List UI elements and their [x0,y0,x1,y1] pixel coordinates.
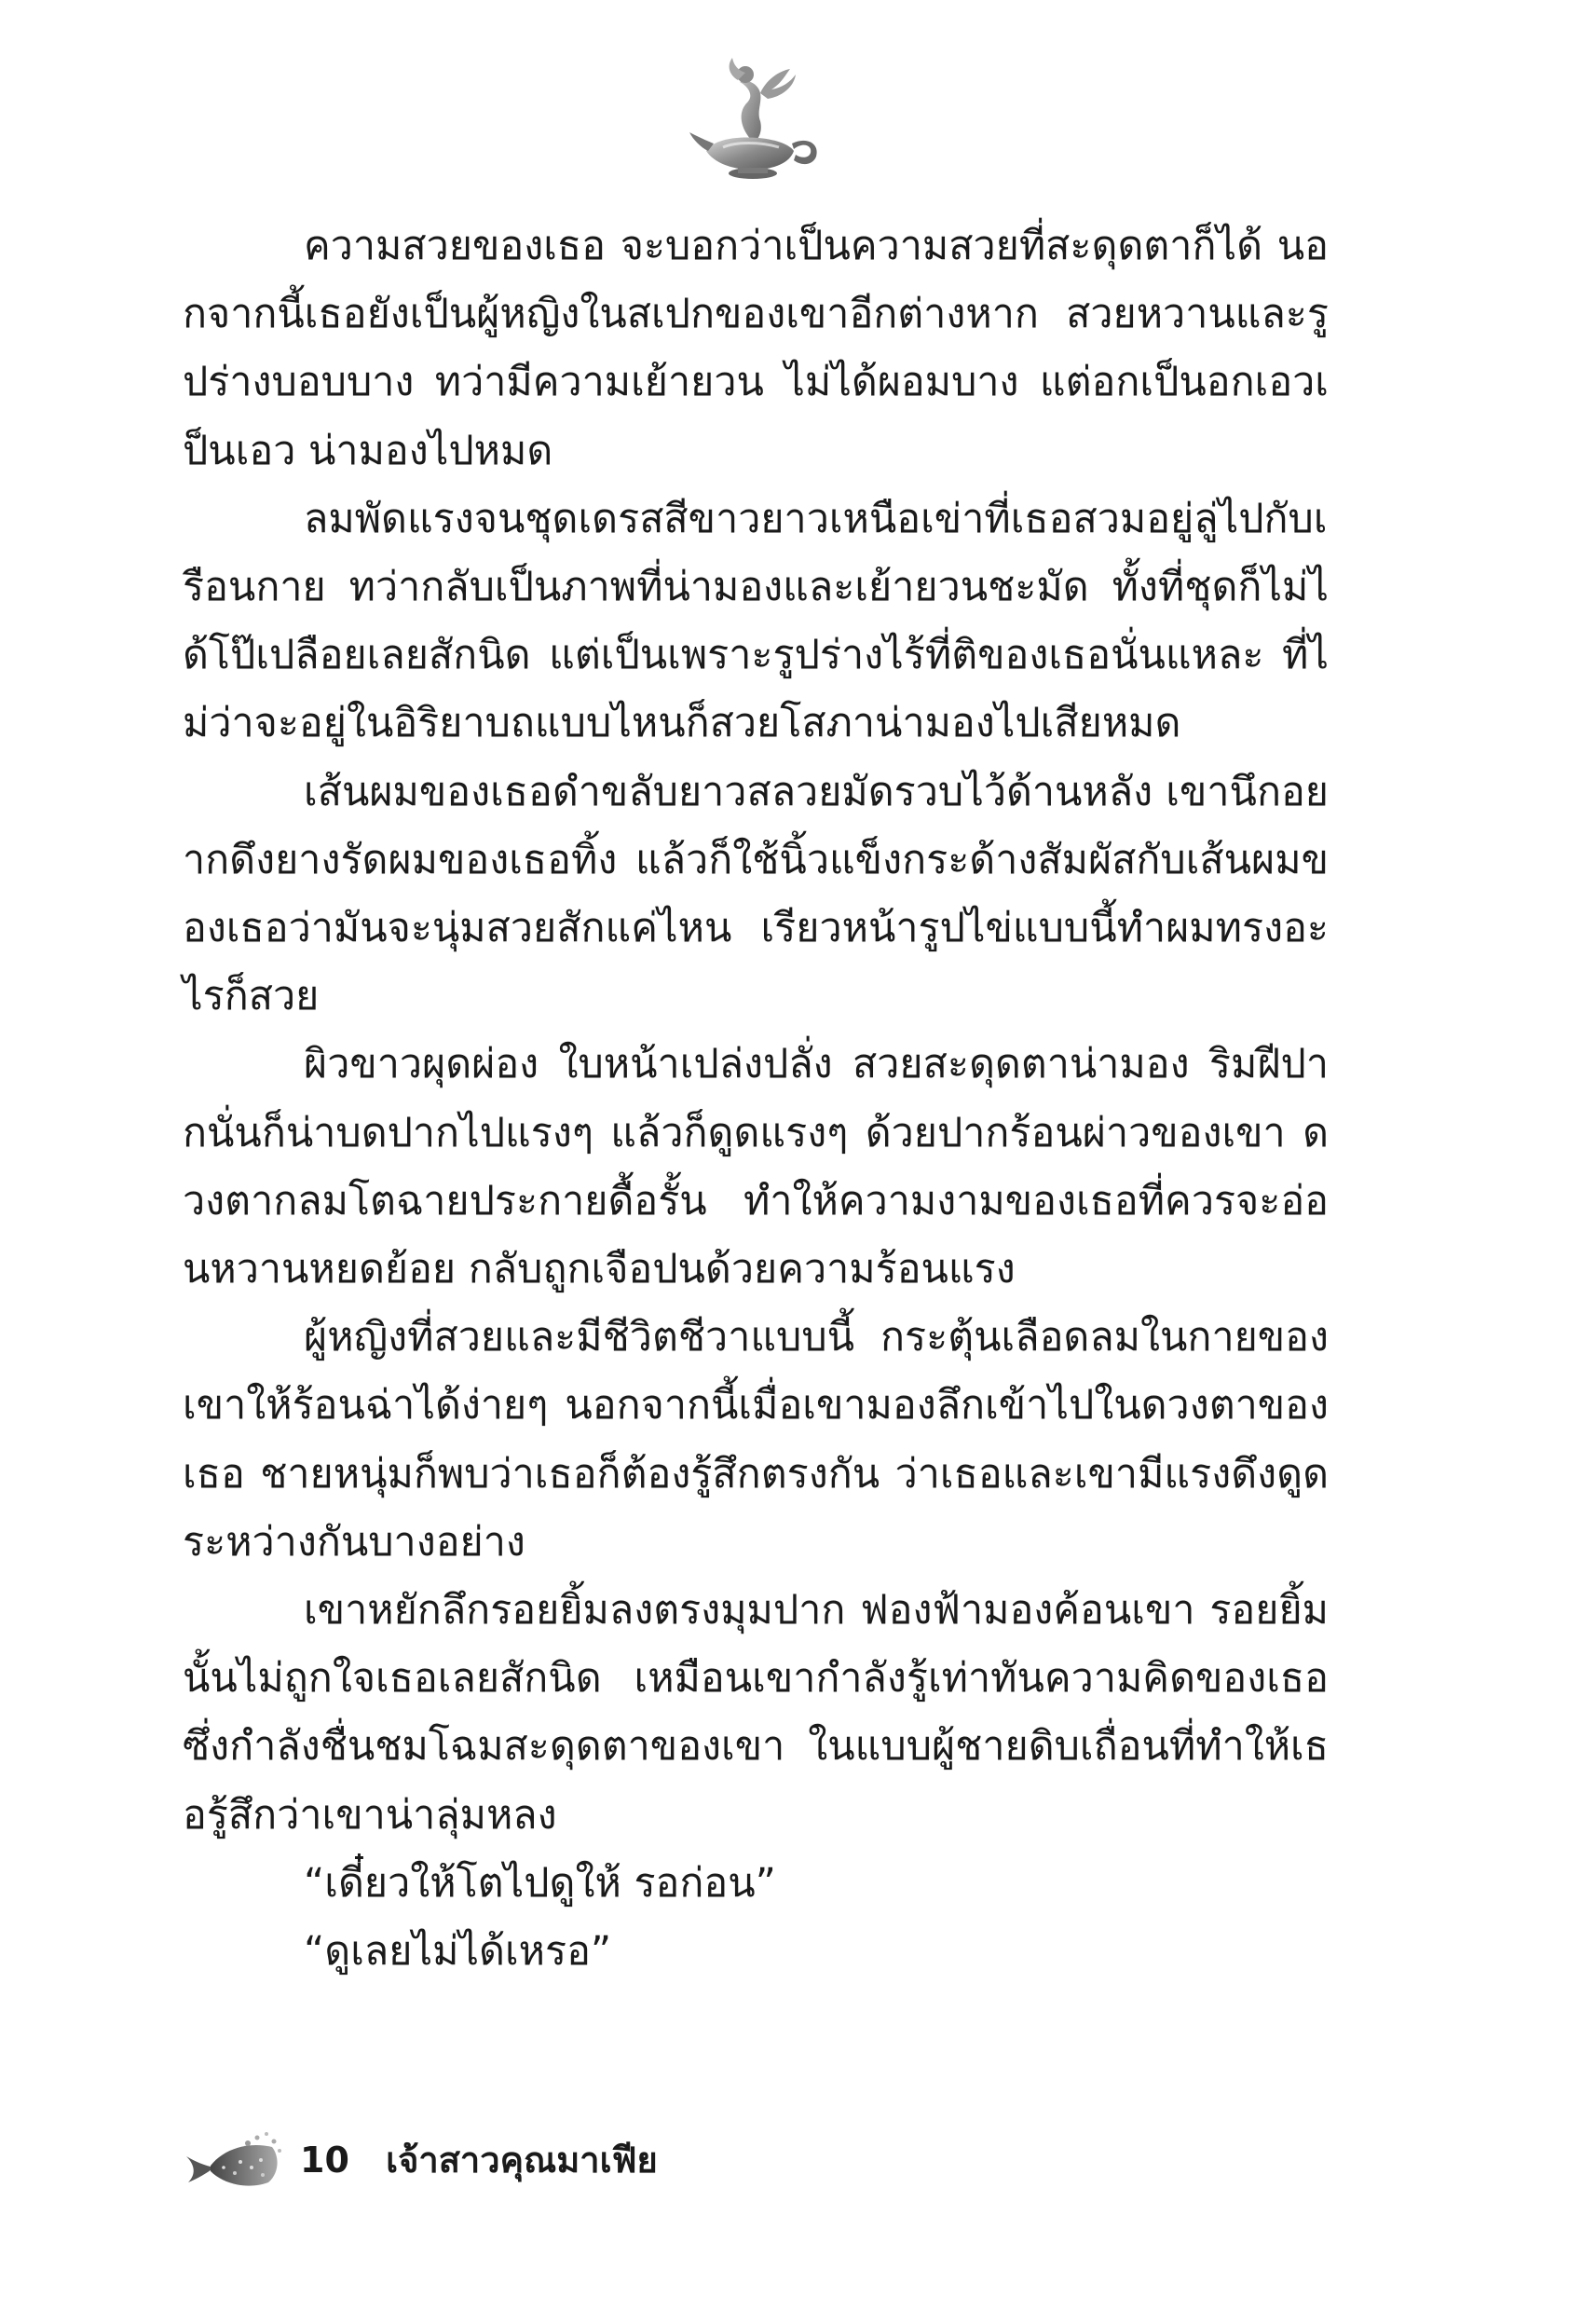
fish-ornament-icon [183,2125,285,2195]
genie-lamp-icon [686,47,825,186]
book-title: เจ้าสาวคุณมาเฟีย [386,2140,658,2181]
paragraph: เส้นผมของเธอดำขลับยาวสลวยมัดรวบไว้ด้านหลัง เขานึกอยากดึงยางรัดผมของเธอทิ้ง แล้วก็ใช้นิ้วแข็งกระด้างสัมผัสกับเส้นผมของเธอว่ามันจะนุ่มสวยสักแค่ไหน เรียวหน้ารูปไข่แบบนี้ทำผมทรงอะไรก็สวย [183,768,1329,1020]
body-text [183,212,1329,1986]
paragraph: ลมพัดแรงจนชุดเดรสสีขาวยาวเหนือเข่าที่เธอสวมอยู่ลู่ไปกับเรือนกาย ทว่ากลับเป็นภาพที่น่ามองและเย้ายวนชะมัด ทั้งที่ชุดก็ไม่ได้โป๊เปลือยเลยสักนิด แต่เป็นเพราะรูปร่างไร้ที่ติของเธอนั่นแหละ ที่ไม่ว่าจะอยู่ในอิริยาบถแบบไหนก็สวยโสภาน่ามองไปเสียหมด [183,495,1329,747]
footer-text [300,2138,658,2182]
paragraph: ความสวยของเธอ จะบอกว่าเป็นความสวยที่สะดุดตาก็ได้ นอกจากนี้เธอยังเป็นผู้หญิงในสเปกของเขาอีกต่างหาก สวยหวานและรูปร่างบอบบาง ทว่ามีความเย้ายวน ไม่ได้ผอมบาง แต่อกเป็นอกเอวเป็นเอว น่ามองไปหมด [183,223,1329,474]
paragraph: ผู้หญิงที่สวยและมีชีวิตชีวาแบบนี้ กระตุ้นเลือดลมในกายของเขาให้ร้อนฉ่าได้ง่ายๆ นอกจากนี้เมื่อเขามองลึกเข้าไปในดวงตาของเธอ ชายหนุ่มก็พบว่าเธอก็ต้องรู้สึกตรงกัน ว่าเธอและเขามีแรงดึงดูดระหว่างกันบางอย่าง [183,1314,1329,1566]
page-number: 10 [300,2140,349,2181]
page-footer [183,2125,1021,2199]
dialogue-line: “เดี๋ยวให้โตไปดูให้ รอก่อน” [304,1859,776,1907]
paragraph: เขาหยักลึกรอยยิ้มลงตรงมุมปาก ฟองฟ้ามองค้อนเขา รอยยิ้มนั้นไม่ถูกใจเธอเลยสักนิด เหมือนเขากำลังรู้เท่าทันความคิดของเธอ ซึ่งกำลังชื่นชมโฉมสะดุดตาของเขา ในแบบผู้ชายดิบเถื่อนที่ทำให้เธอรู้สึกว่าเขาน่าลุ่มหลง [183,1587,1329,1839]
paragraph: ผิวขาวผุดผ่อง ใบหน้าเปล่งปลั่ง สวยสะดุดตาน่ามอง ริมฝีปากนั่นก็น่าบดปากไปแรงๆ แล้วก็ดูดแรงๆ ด้วยปากร้อนผ่าวของเขา ดวงตากลมโตฉายประกายดื้อรั้น ทำให้ความงามของเธอที่ควรจะอ่อนหวานหยดย้อย กลับถูกเจือปนด้วยความร้อนแรง [183,1041,1329,1293]
dialogue-line: “ดูเลยไม่ได้เหรอ” [304,1928,612,1976]
